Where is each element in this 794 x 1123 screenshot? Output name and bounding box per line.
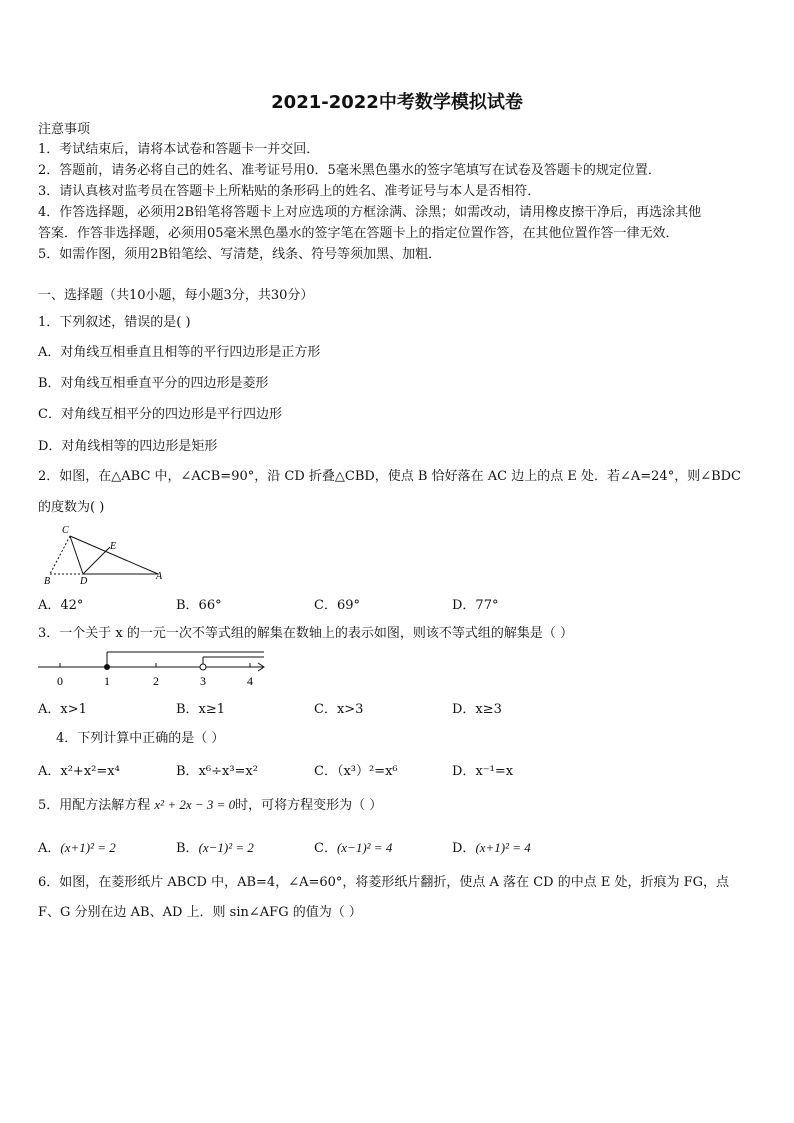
label-b: B [44, 576, 51, 587]
stem-text: 时，可将方程变形为（ ） [235, 798, 383, 813]
question-2-stem: 2．如图，在△ABC 中，∠ACB=90°，沿 CD 折叠△CBD，使点 B 恰好落在 AC 边上的点 E 处．若∠A=24°，则∠BDC [38, 469, 742, 484]
q2-option-b: B．66° [176, 598, 222, 613]
q2-option-a: A．42° [38, 598, 84, 613]
question-2-stem-cont: 的度数为( ) [38, 500, 105, 515]
option-text: x⁶÷x³=x² [198, 764, 258, 779]
q1-option-c: C．对角线互相平分的四边形是平行四边形 [38, 407, 282, 422]
q4-option-d [452, 760, 513, 779]
equation: (x+1)² = 4 [475, 840, 531, 855]
question-4-stem: 4．下列计算中正确的是（ ） [56, 731, 225, 746]
number-line-figure [36, 648, 276, 690]
q5-option-c [314, 837, 392, 856]
notice-item: 1．考试结束后，请将本试卷和答题卡一并交回． [38, 142, 320, 157]
tick-label: 4 [247, 674, 253, 688]
option-text: x²+x²=x⁴ [60, 764, 120, 779]
option-letter: A． [38, 841, 61, 856]
label-a: A [156, 571, 163, 582]
notice-item: 2．答题前，请务必将自己的姓名、准考证号用0．5毫米黑色墨水的签字笔填写在试卷及答题卡的规定位置． [38, 163, 661, 178]
question-5-stem [38, 795, 382, 816]
q1-option-d: D．对角线相等的四边形是矩形 [38, 439, 218, 454]
q5-option-d [452, 837, 531, 856]
q4-option-a [38, 760, 120, 779]
option-letter: B． [176, 841, 199, 856]
option-text: （x³）²=x⁶ [336, 764, 398, 779]
q3-option-c: C．x>3 [314, 702, 364, 717]
option-letter: A． [38, 764, 61, 779]
q3-option-b: B．x≥1 [176, 702, 226, 717]
option-letter: C． [314, 841, 337, 856]
page-title: 2021-2022中考数学模拟试卷 [271, 92, 523, 113]
q5-option-b [176, 837, 254, 856]
label-c: C [62, 525, 69, 536]
option-letter: D． [452, 764, 476, 779]
option-letter: B． [176, 764, 199, 779]
q2-option-d: D．77° [452, 598, 499, 613]
notice-item: 5．如需作图，须用2B铅笔绘、写清楚，线条、符号等须加黑、加粗． [38, 247, 442, 262]
equation: (x+1)² = 2 [60, 840, 116, 855]
q2-option-c: C．69° [314, 598, 360, 613]
option-letter: C． [314, 764, 337, 779]
stem-text: 5．用配方法解方程 [38, 798, 155, 813]
label-e: E [110, 541, 117, 552]
notice-heading: 注意事项 [38, 122, 91, 137]
tick-label: 3 [200, 674, 206, 688]
notice-item: 答案．作答非选择题，必须用05毫米黑色墨水的签字笔在答题卡上的指定位置作答，在其他位置作答一律无效． [38, 226, 679, 241]
option-letter: D． [452, 841, 476, 856]
question-3-stem: 3．一个关于 x 的一元一次不等式组的解集在数轴上的表示如图，则该不等式组的解集是（ ） [38, 626, 574, 641]
question-1-stem: 1．下列叙述，错误的是( ) [38, 315, 191, 330]
q3-option-d: D．x≥3 [452, 702, 502, 717]
equation: (x−1)² = 2 [198, 840, 254, 855]
tick-label: 1 [104, 674, 110, 688]
notice-item: 4．作答选择题，必须用2B铅笔将答题卡上对应选项的方框涂满、涂黑；如需改动，请用橡皮擦干净后，再选涂其他 [38, 205, 702, 220]
q3-option-a: A．x>1 [38, 702, 87, 717]
q1-option-b: B．对角线互相垂直平分的四边形是菱形 [38, 376, 269, 391]
question-6-stem: 6．如图，在菱形纸片 ABCD 中，AB=4，∠A=60°，将菱形纸片翻折，使点 A 落在 CD 的中点 E 处，折痕为 FG，点 [38, 875, 729, 890]
tick-label: 0 [57, 674, 63, 688]
tick-label: 2 [153, 674, 159, 688]
q4-option-c [314, 760, 398, 779]
q1-option-a: A．对角线互相垂直且相等的平行四边形是正方形 [38, 345, 321, 360]
section-heading: 一、选择题（共10小题，每小题3分，共30分） [38, 288, 314, 303]
equation: (x−1)² = 4 [336, 840, 393, 855]
notice-item: 3．请认真核对监考员在答题卡上所粘贴的条形码上的姓名、准考证号与本人是否相符． [38, 184, 541, 199]
q5-option-a [38, 837, 116, 856]
triangle-figure [40, 524, 170, 586]
option-text: x⁻¹=x [475, 764, 514, 779]
equation: x² + 2x − 3 = 0 [154, 797, 236, 812]
q4-option-b [176, 760, 258, 779]
question-6-stem-cont: F、G 分别在边 AB、AD 上．则 sin∠AFG 的值为（ ） [38, 905, 362, 920]
label-d: D [80, 576, 88, 587]
